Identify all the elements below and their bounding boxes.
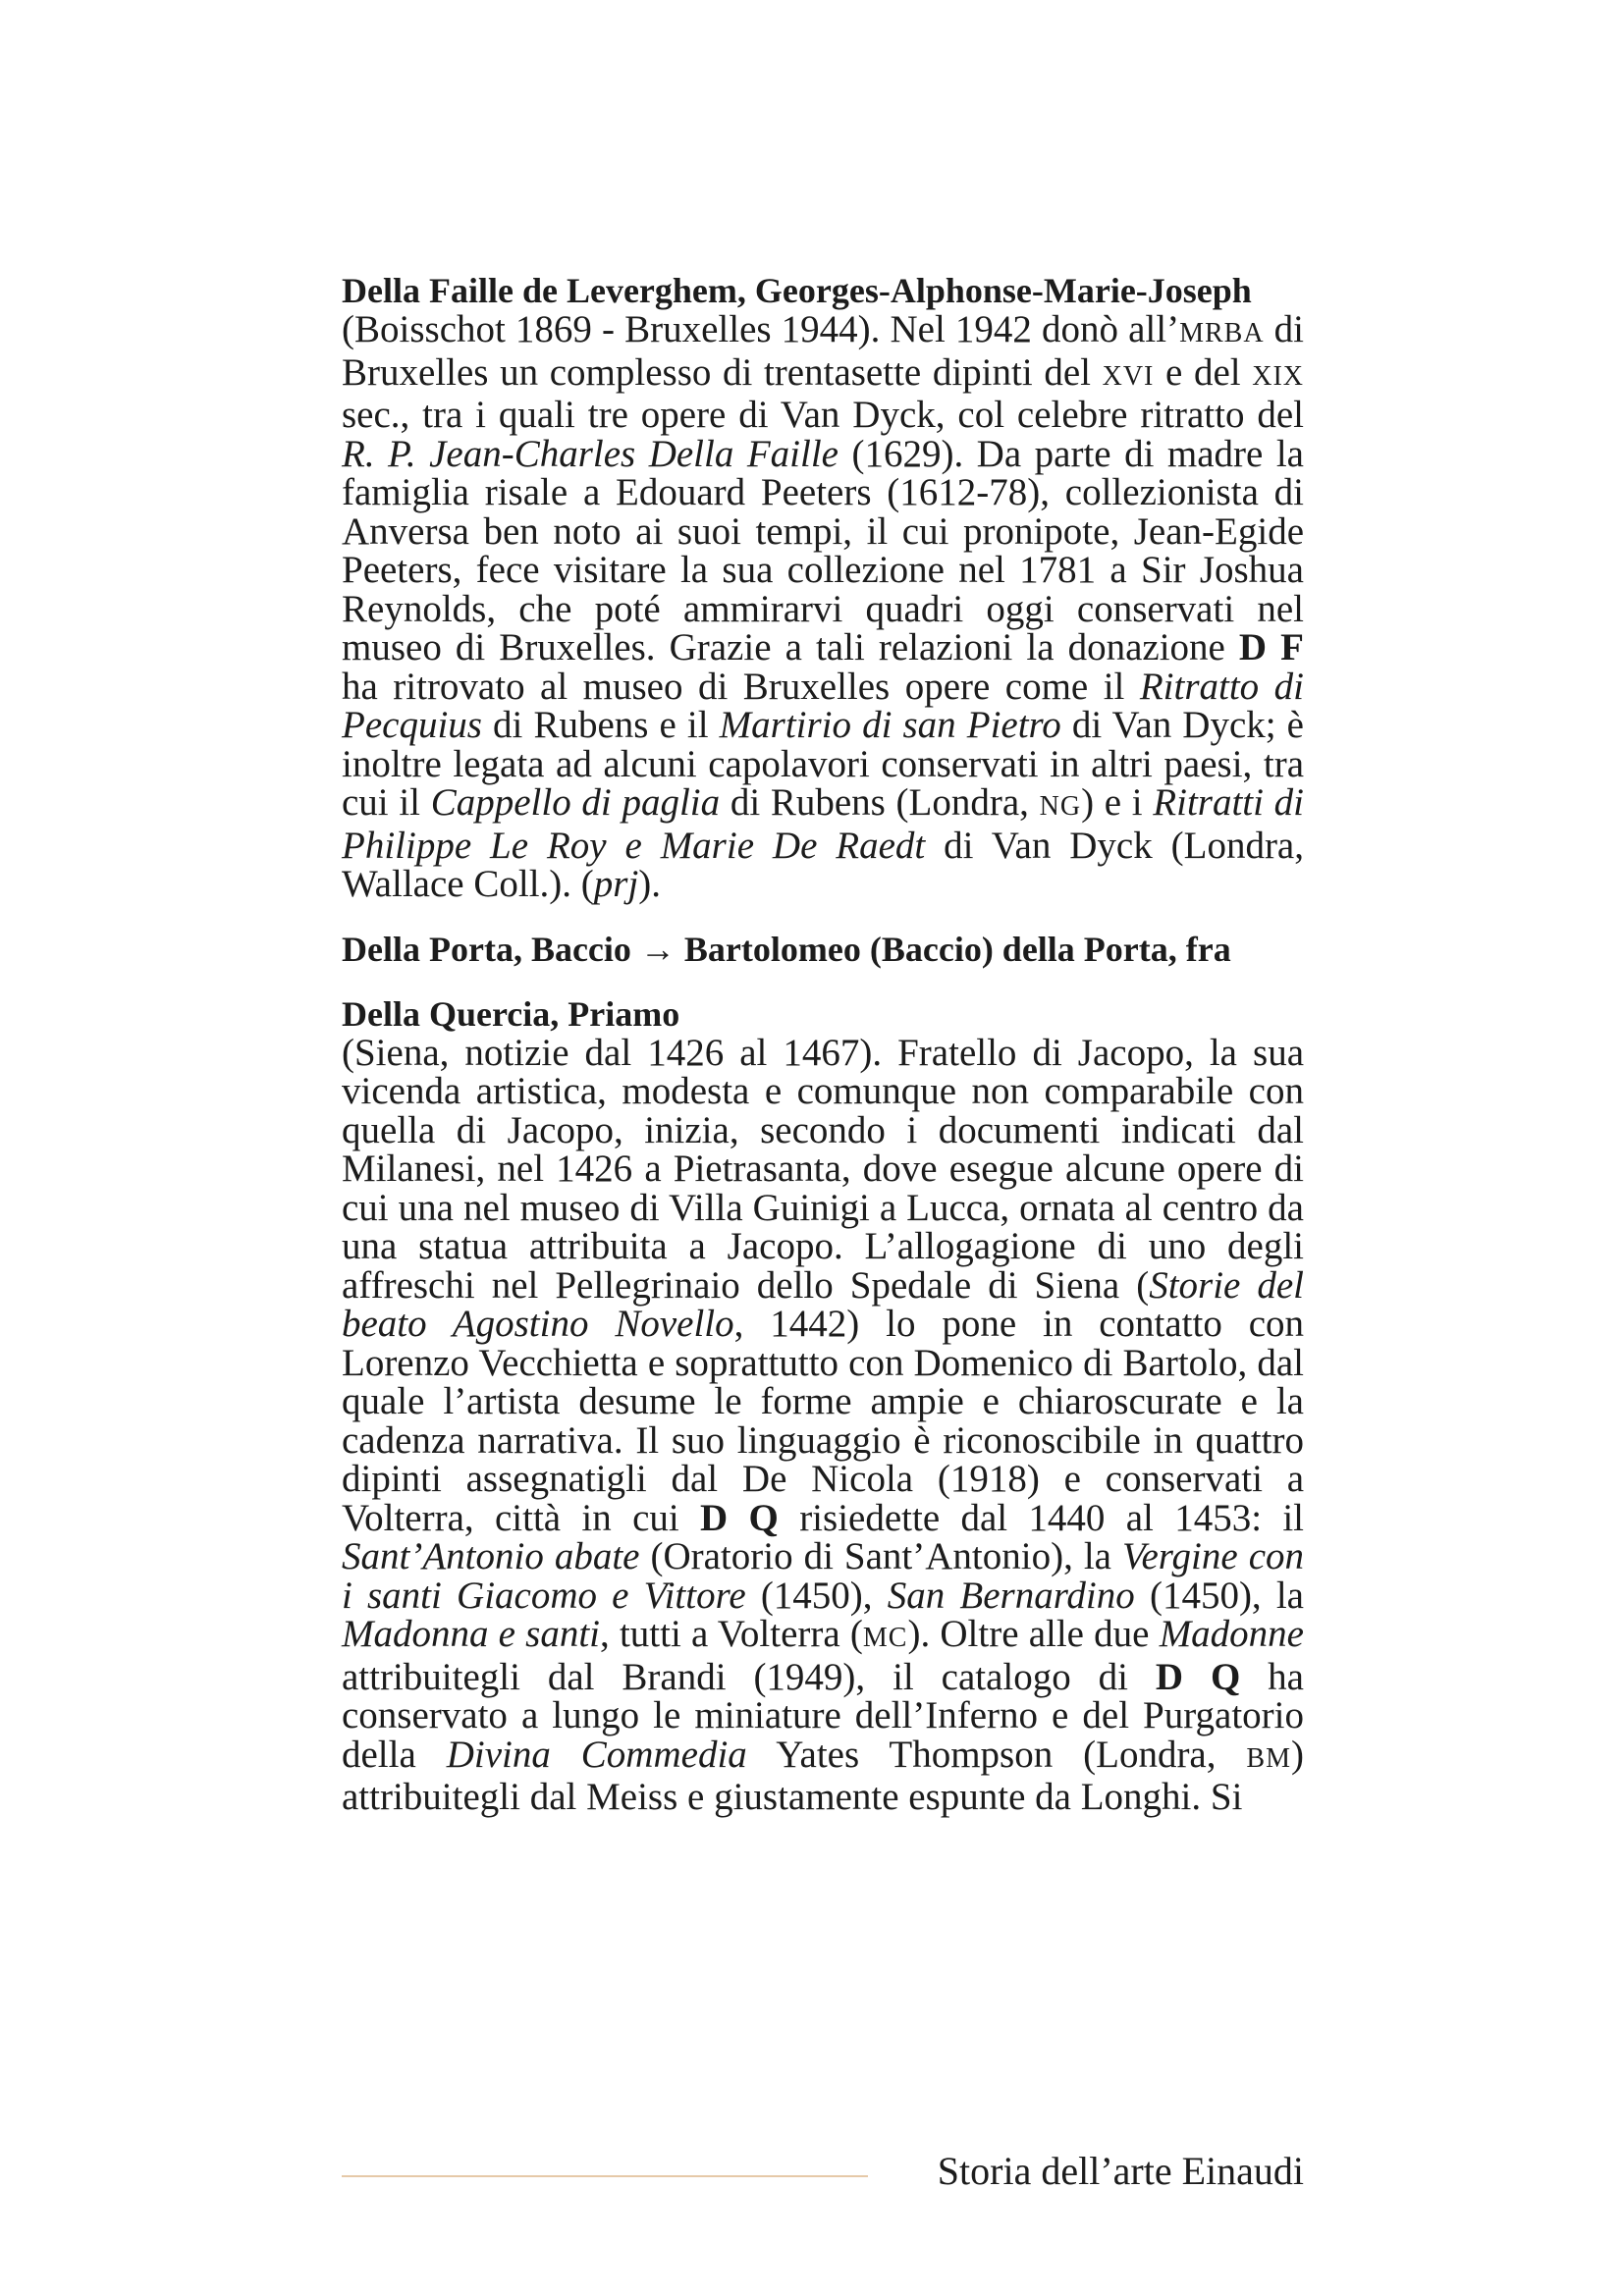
small-caps-abbreviation: BM <box>1246 1742 1291 1774</box>
body-text: ). <box>638 863 662 905</box>
entry-body <box>342 1031 1305 1818</box>
body-text: e del <box>1154 350 1253 394</box>
body-text: di Rubens (Londra, <box>720 781 1040 824</box>
entry-della-faille <box>342 271 1304 904</box>
small-caps-abbreviation: MRBA <box>1179 318 1265 348</box>
body-text: , tutti a Volterra ( <box>600 1613 863 1655</box>
body-text: di Van Dyck (Londra, Wallace Coll.). ( <box>342 824 1304 905</box>
italic-title: Sant’Antonio abate <box>342 1535 640 1577</box>
body-text: ha ritrovato al museo di Bruxelles opere come il <box>342 665 1140 708</box>
body-text: di Bruxelles un complesso di trentasette dipinti del <box>342 308 1304 394</box>
body-text: di Van Dyck; è inoltre legata ad alcuni capolavori conservati in altri paesi, tra cui il <box>342 704 1304 824</box>
entry-abbreviation: D Q <box>700 1496 779 1539</box>
body-text: (1450), la <box>1134 1574 1304 1617</box>
body-text: sec., tra i quali tre opere di Van Dyck, col celebre ritratto del <box>342 394 1304 436</box>
body-text: di Rubens e il <box>481 704 720 746</box>
body-text: ha conservato a lungo le miniature dell’Inferno e del Purgatorio della <box>342 1655 1304 1776</box>
italic-title: R. P. Jean-Charles Della Faille <box>342 432 839 475</box>
entry-della-quercia <box>342 994 1304 1817</box>
entry-title: Della Porta, Baccio → Bartolomeo (Baccio) della Porta, fra <box>342 929 1231 969</box>
body-text: ). Oltre alle due <box>907 1613 1160 1655</box>
italic-title: Ritratti di Philippe Le Roy e Marie De Raedt <box>342 781 1305 867</box>
entry-abbreviation: D F <box>1238 626 1304 668</box>
italic-title: Ritratto di Pecquius <box>342 665 1304 746</box>
page-content <box>342 271 1304 1842</box>
body-text: attribuitegli dal Brandi (1949), il catalogo di <box>342 1655 1156 1698</box>
italic-title: prj <box>593 863 639 905</box>
body-text: ) e i <box>1081 781 1154 824</box>
body-text: (Boisschot 1869 - Bruxelles 1944). Nel 1942 donò all’ <box>342 308 1180 350</box>
body-text: Yates Thompson (Londra, <box>746 1733 1247 1776</box>
small-caps-abbreviation: MC <box>862 1623 908 1653</box>
italic-title: Vergine con i santi Giacomo e Vittore <box>342 1535 1305 1617</box>
italic-title: Storie del beato Agostino Novello <box>342 1263 1304 1345</box>
italic-title: Cappello di paglia <box>430 781 721 824</box>
entry-della-porta <box>342 930 1304 969</box>
body-text: (1450), <box>745 1574 888 1617</box>
publisher-name: Storia dell’arte Einaudi <box>937 2149 1304 2193</box>
italic-title: Martirio di san Pietro <box>719 704 1061 746</box>
small-caps-abbreviation: NG <box>1039 791 1082 822</box>
body-text: (Oratorio di Sant’Antonio), la <box>639 1535 1122 1577</box>
italic-title: Madonne <box>1159 1613 1304 1655</box>
body-text: (1629). Da parte di madre la famiglia risale a Edouard Peeters (1612-78), collezionista di Anversa ben noto ai suoi tempi, il cui pronipote, Jean-Egide Peeters, fece visitare la sua collezione nel 1781 a Sir Joshua Reynolds, che poté ammirarvi quadri oggi conservati nel museo di Bruxelles. Grazie a tali relazioni la donazione <box>342 432 1304 668</box>
italic-title: Madonna e santi <box>342 1613 601 1655</box>
body-text: ) attribuitegli dal Meiss e giustamente espunte da Longhi. Si <box>342 1733 1304 1818</box>
italic-title: San Bernardino <box>887 1574 1135 1617</box>
entry-title: Della Faille de Leverghem, Georges-Alphonse-Marie-Joseph <box>342 271 1252 310</box>
italic-title: Divina Commedia <box>446 1733 747 1776</box>
page-footer <box>342 2148 1304 2197</box>
footer-rule <box>342 2175 868 2177</box>
small-caps-abbreviation: XVI <box>1102 360 1155 392</box>
entry-body <box>342 310 1304 904</box>
body-text: (Siena, notizie dal 1426 al 1467). Fratello di Jacopo, la sua vicenda artistica, modesta e comunque non comparabile con quella di Jacopo, inizia, secondo i documenti indicati dal Milanesi, nel 1426 a Pietrasanta, dove esegue alcune opere di cui una nel museo di Villa Guinigi a Lucca, ornata al centro da una statua attribuita a Jacopo. L’allogagione di uno degli affreschi nel Pellegrinaio dello Spedale di Siena ( <box>342 1031 1304 1307</box>
entry-title: Della Quercia, Priamo <box>342 993 680 1034</box>
body-text: , 1442) lo pone in contatto con Lorenzo Vecchietta e soprattutto con Domenico di Bartolo, dal quale l’artista desume le forme ampie e chiaroscurate e la cadenza narrativa. Il suo linguaggio è riconoscibile in quattro dipinti assegnatigli dal De Nicola (1918) e conservati a Volterra, città in cui <box>342 1303 1305 1539</box>
body-text: risiedette dal 1440 al 1453: il <box>778 1496 1305 1539</box>
small-caps-abbreviation: XIX <box>1252 360 1304 392</box>
entry-abbreviation: D Q <box>1155 1655 1241 1698</box>
